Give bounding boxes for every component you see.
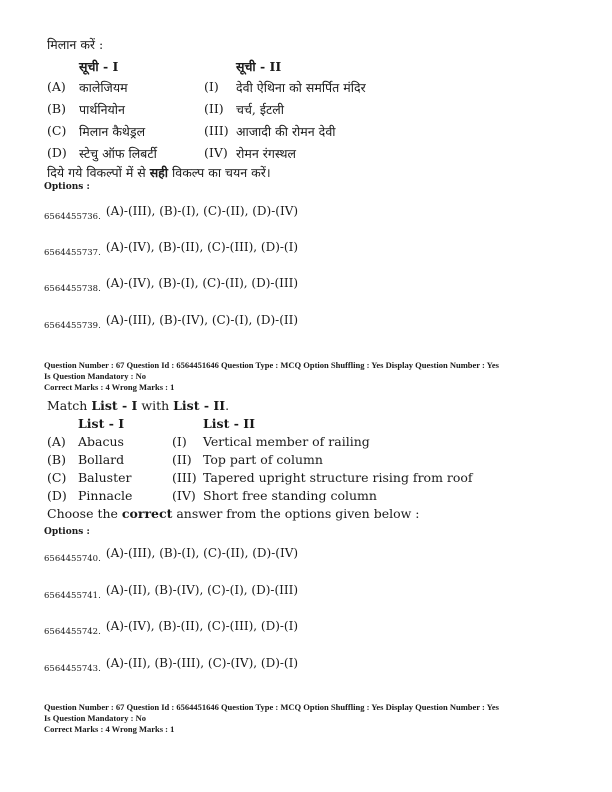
option-row[interactable] <box>44 652 299 674</box>
option-id: 6564455740. <box>44 554 101 564</box>
option-text: (A)-(III), (B)-(I), (C)-(II), (D)-(IV) <box>105 204 299 218</box>
q66-row-label: (A) <box>47 79 66 94</box>
q67-meta-line1: Question Number : 67 Question Id : 6564451646 Question Type : MCQ Option Shuffling : Yes Display Question Number : Yes <box>44 360 499 370</box>
option-row[interactable] <box>44 579 299 601</box>
q66-row-desc: देवी ऐथिना को समर्पित मंदिर <box>236 80 366 95</box>
q66-row-desc: चर्च, ईटली <box>236 102 284 117</box>
q67-row-numeral: (I) <box>172 434 187 449</box>
q66-row-label: (C) <box>47 123 67 138</box>
q67-match-mid: with <box>137 398 174 413</box>
q67-list1-header: List - I <box>78 416 125 431</box>
q67-row-item: Bollard <box>78 452 125 467</box>
q67-row-item: Abacus <box>78 434 124 449</box>
q66-row-label: (B) <box>47 101 66 116</box>
q67-options-label: Options : <box>44 527 90 537</box>
q67-row-item: Baluster <box>78 470 132 485</box>
q66-row-item: कालेजियम <box>79 80 128 95</box>
q66-row-label: (D) <box>47 145 67 160</box>
q67-meta-line2: Is Question Mandatory : No <box>44 371 147 381</box>
q67-row-numeral: (IV) <box>172 488 196 503</box>
q67-row-numeral: (II) <box>172 452 192 467</box>
q67-row-numeral: (III) <box>172 470 197 485</box>
option-id: 6564455743. <box>44 664 101 674</box>
next-question-meta <box>44 702 499 735</box>
q66-prompt-pre: दिये गये विकल्पों में से <box>47 165 150 180</box>
q66-row-numeral: (IV) <box>204 145 228 160</box>
option-id: 6564455741. <box>44 591 101 601</box>
q67-row-desc: Short free standing column <box>203 488 377 503</box>
q67-row-desc: Tapered upright structure rising from roof <box>203 470 473 485</box>
option-row[interactable] <box>44 542 299 564</box>
q67-row-label: (D) <box>47 488 67 503</box>
q66-list1-header: सूची - I <box>79 59 119 74</box>
q67-choose-post: answer from the options given below : <box>172 506 420 521</box>
option-text: (A)-(IV), (B)-(II), (C)-(III), (D)-(I) <box>105 619 299 633</box>
q67-meta-line3: Correct Marks : 4 Wrong Marks : 1 <box>44 382 175 392</box>
q67-row-desc: Vertical member of railing <box>203 434 370 449</box>
next-meta-line1: Question Number : 67 Question Id : 6564451646 Question Type : MCQ Option Shuffling : Yes Display Question Number : Yes <box>44 702 499 712</box>
option-text: (A)-(IV), (B)-(II), (C)-(III), (D)-(I) <box>105 240 299 254</box>
q66-row-numeral: (II) <box>204 101 224 116</box>
q67-row-desc: Top part of column <box>203 452 323 467</box>
option-id: 6564455742. <box>44 627 101 637</box>
q67-match-pre: Match <box>47 398 92 413</box>
option-row[interactable] <box>44 200 299 222</box>
q67-row-item: Pinnacle <box>78 488 133 503</box>
next-meta-line2: Is Question Mandatory : No <box>44 713 147 723</box>
next-meta-line3: Correct Marks : 4 Wrong Marks : 1 <box>44 724 175 734</box>
option-row[interactable] <box>44 236 299 258</box>
q67-match-list2: List - II <box>173 398 226 413</box>
option-id: 6564455737. <box>44 248 101 258</box>
q67-match-post: . <box>225 398 230 413</box>
q66-row-numeral: (III) <box>204 123 229 138</box>
q67-choose-pre: Choose the <box>47 506 122 521</box>
q67-row-label: (C) <box>47 470 67 485</box>
q66-row-item: स्टेचु ऑफ लिबर्टी <box>79 146 157 161</box>
option-text: (A)-(IV), (B)-(I), (C)-(II), (D)-(III) <box>105 276 299 290</box>
option-row[interactable] <box>44 309 299 331</box>
option-id: 6564455736. <box>44 212 101 222</box>
option-row[interactable] <box>44 615 299 637</box>
q67-meta <box>44 360 499 393</box>
q67-instruction <box>47 398 229 413</box>
q67-row-label: (B) <box>47 452 66 467</box>
q67-match-list1: List - I <box>91 398 138 413</box>
q66-row-desc: रोमन रंगस्थल <box>236 146 296 161</box>
q66-instruction: मिलान करें : <box>47 37 104 52</box>
q67-list2-header: List - II <box>203 416 255 431</box>
q67-row-label: (A) <box>47 434 66 449</box>
q66-row-numeral: (I) <box>204 79 219 94</box>
option-text: (A)-(II), (B)-(IV), (C)-(I), (D)-(III) <box>105 583 299 597</box>
option-text: (A)-(II), (B)-(III), (C)-(IV), (D)-(I) <box>105 656 299 670</box>
q66-options-label: Options : <box>44 182 90 192</box>
q66-row-item: पार्थनियोन <box>79 102 125 117</box>
q67-choose <box>47 506 420 521</box>
option-text: (A)-(III), (B)-(IV), (C)-(I), (D)-(II) <box>105 313 299 327</box>
q66-prompt <box>47 164 271 181</box>
q66-list2-header: सूची - II <box>236 59 282 74</box>
option-row[interactable] <box>44 272 299 294</box>
option-text: (A)-(III), (B)-(I), (C)-(II), (D)-(IV) <box>105 546 299 560</box>
option-id: 6564455738. <box>44 284 101 294</box>
option-id: 6564455739. <box>44 321 101 331</box>
q66-row-item: मिलान कैथेड्रल <box>79 124 146 139</box>
q67-choose-bold: correct <box>121 506 173 521</box>
q66-prompt-bold: सही <box>149 165 169 180</box>
q66-prompt-post: विकल्प का चयन करें। <box>168 165 271 180</box>
q66-row-desc: आजादी की रोमन देवी <box>236 124 336 139</box>
